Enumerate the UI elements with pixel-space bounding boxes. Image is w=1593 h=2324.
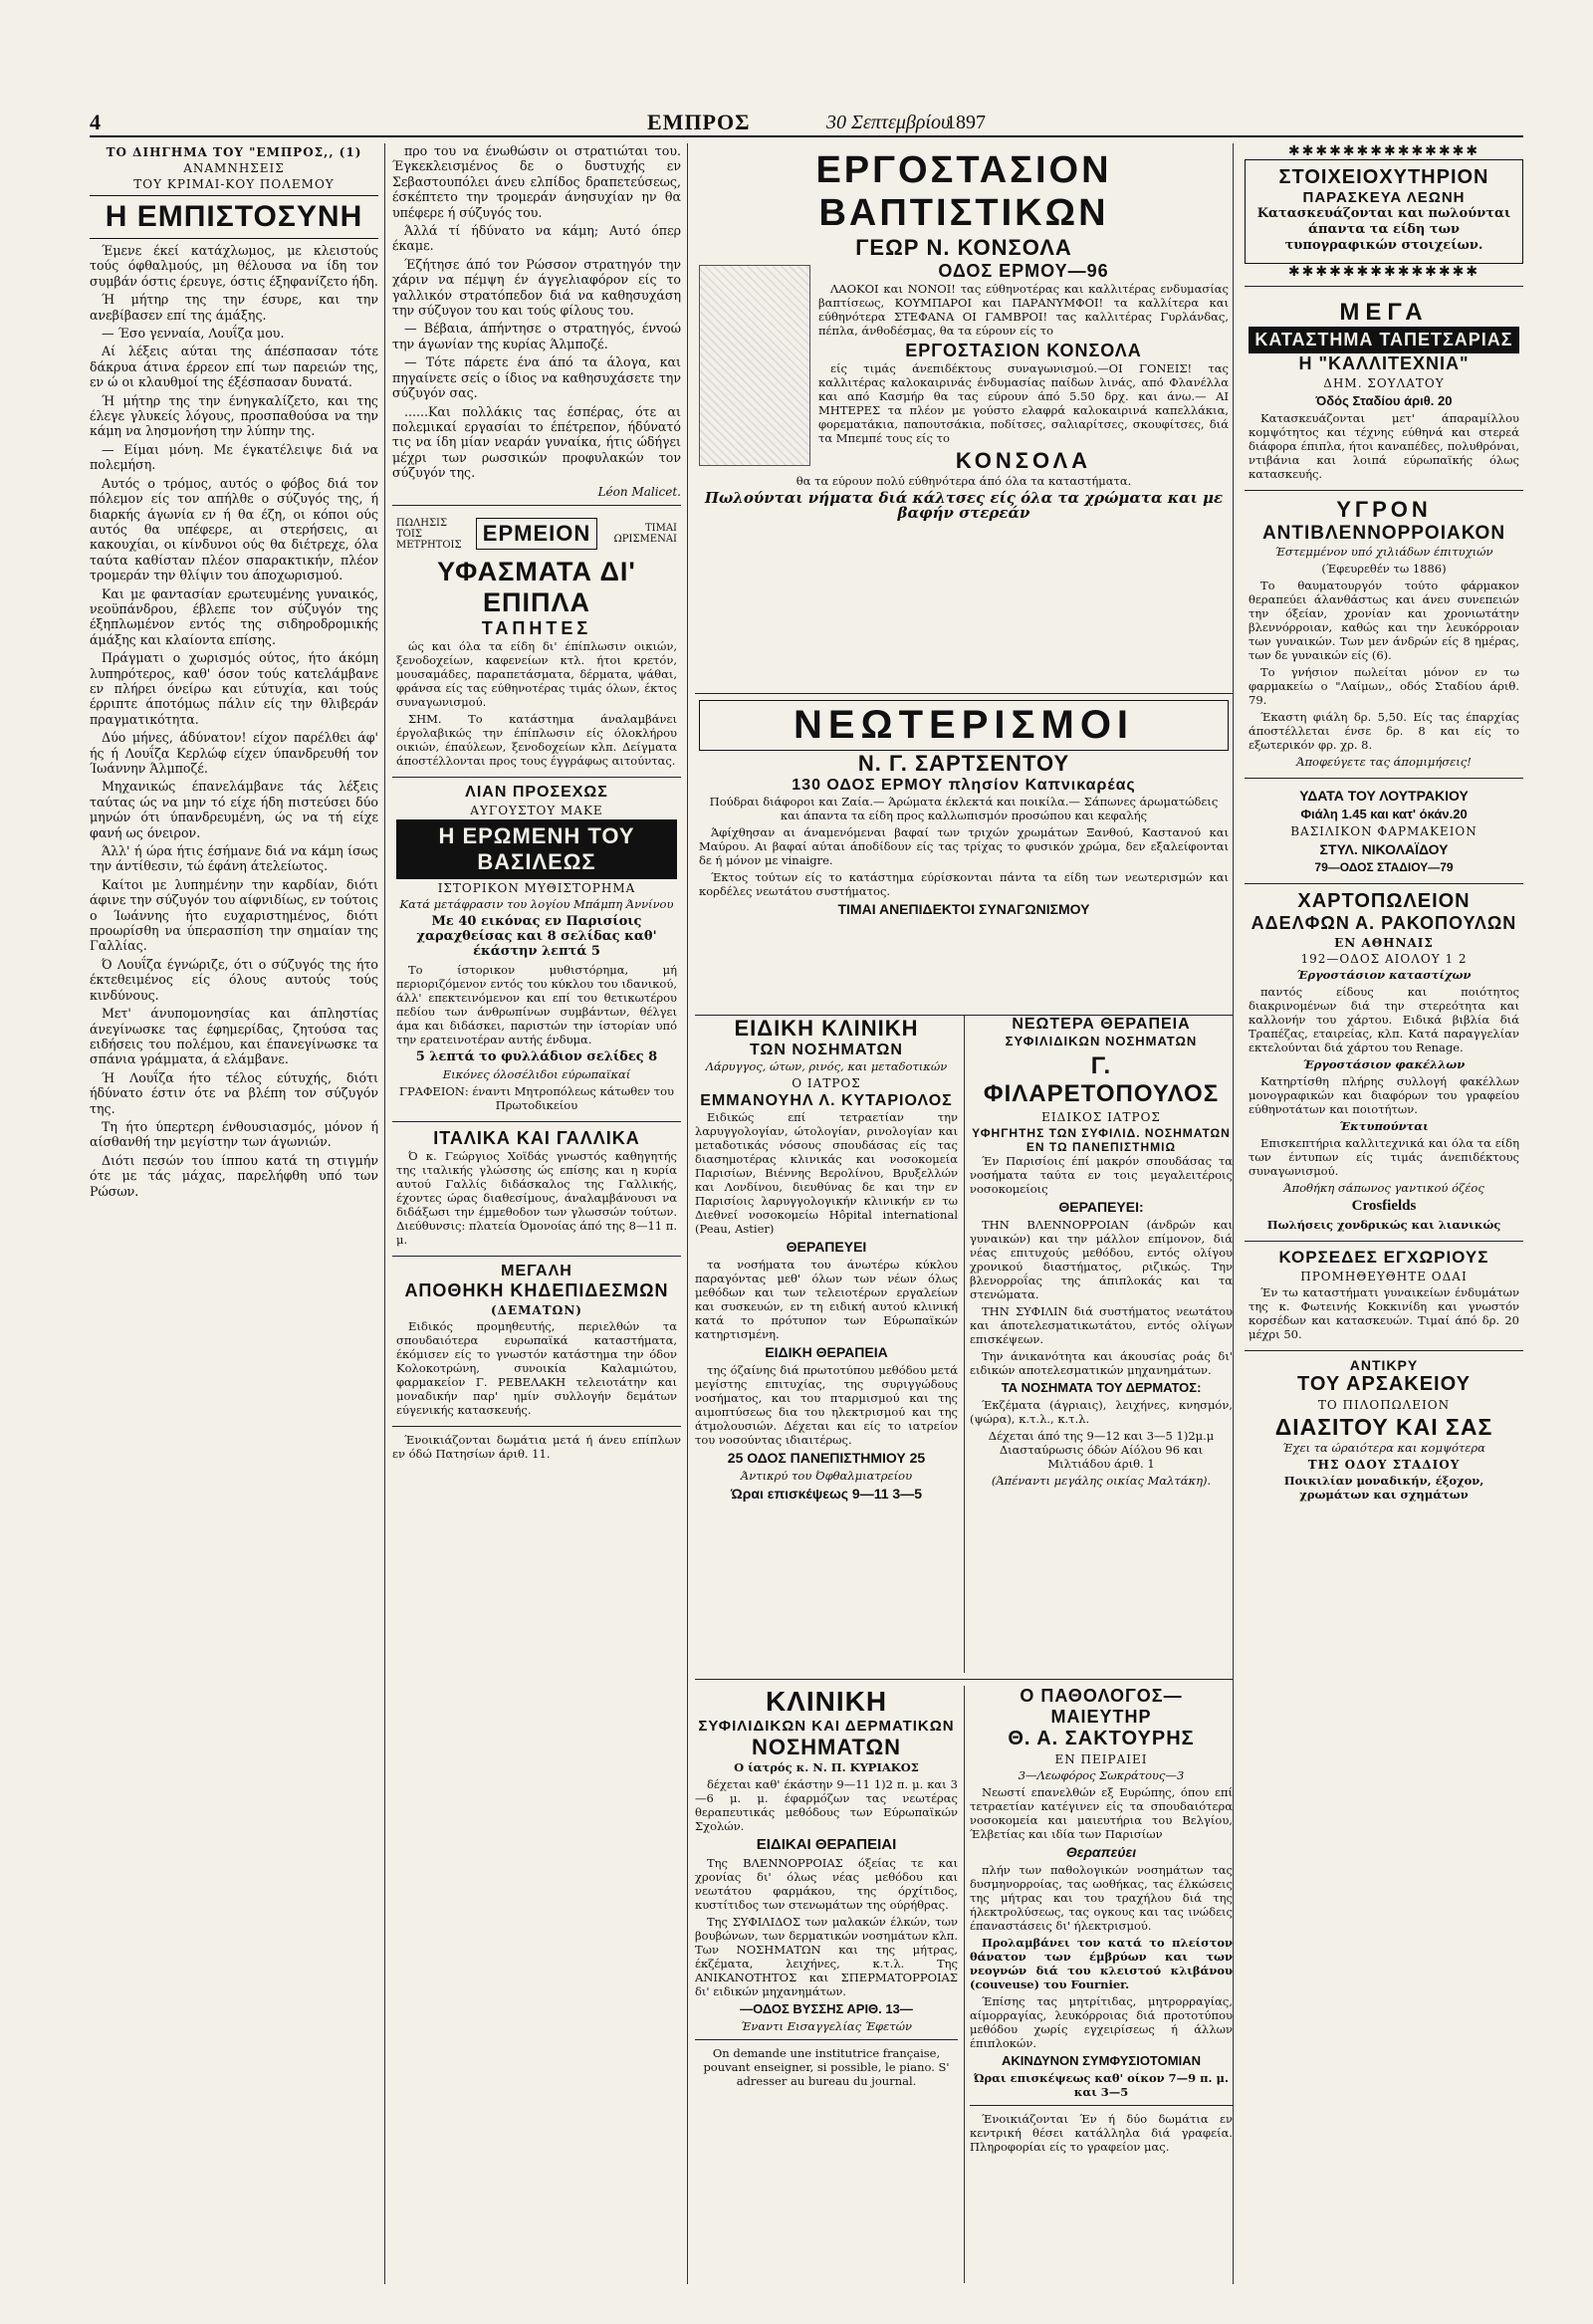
ad-neoterismoi	[695, 694, 1233, 1016]
mega-title: ΜΕΓΑ	[1339, 299, 1429, 326]
pathologos-text: Νεωστί επανελθών εξ Ευρώπης, όπου επί τετραετίαν κατέγινεν είς τα σπουδαιότερα νοσοκομεία και μαιευτήρια του Βελγίου, Έλβετίας και ιδία των Παρισίων	[970, 1785, 1233, 1841]
novel-price: 5 λεπτά το φυλλάδιον σελίδες 8	[415, 1048, 658, 1064]
ad-kliniki	[695, 1686, 958, 2091]
story-paragraph: Διότι πεσών του ίππου κατά τη στιγμήν ότε με τάς μάχας, παρελήφθη υπό των Ρώσων.	[90, 1152, 378, 1199]
story-paragraph: — Τότε πάρετε ένα άπό τα άλογα, και πηγαίνετε σείς ο ίδιος να καθησυχάσετε την σύζυγόν σας.	[392, 354, 681, 401]
ad-filaretopoulos	[970, 1016, 1233, 1491]
pathologos-prolambanei: Προλαμβάνει τον κατά το πλείστον θάνατον των έμβρύων και των νεογνών διά του κλειστού κλιβάνου (couveuse) του Fournier.	[970, 1936, 1233, 1991]
novel-pictures: Με 40 εικόνας εν Παρισίοις χαραχθείσας και 8 σελίδας καθ' έκάστην λεπτά 5	[416, 913, 657, 960]
ad-korsedes	[1245, 1242, 1523, 1351]
story-paragraph: Ή μήτηρ της την έσυρε, και την ανεβίβασεν επί της άμάξης.	[90, 292, 378, 323]
italika-title: ΙΤΑΛΙΚΑ ΚΑΙ ΓΑΛΛΙΚΑ	[433, 1128, 640, 1149]
novel-title: Η ΕΡΩΜΕΝΗ ΤΟΥ ΒΑΣΙΛΕΩΣ	[396, 819, 677, 879]
pathologos-akindynon: ΑΚΙΝΔΥΝΟΝ ΣΥΜΦΥΣΙΟΤΟΜΙΑΝ	[1002, 2053, 1201, 2068]
vasil-owner: ΣΤΥΛ. ΝΙΚΟΛΑΪΔΟΥ	[1319, 841, 1449, 857]
kallitexnia-title: Η "ΚΑΛΛΙΤΕΧΝΙΑ"	[1298, 353, 1470, 373]
bapt-factory: ΕΡΓΟΣΤΑΣΙΟΝ ΚΟΝΣΟΛΑ	[905, 341, 1142, 360]
story-paragraph: Έζήτησε άπό τον Ρώσσον στρατηγόν την χάριν να πέμψη έν άγγελιαφόρον είς το γαλλικόν στρατόπεδον διά να καθησυχάση την σύζυγον του και τούς φίλους του.	[392, 256, 681, 319]
filar-text-3: ΤΗΝ ΣΥΦΙΛΙΝ διά συστήματος νεωτάτου και άποτελεσματικωτάτου, εντός ολίγων επισκέψεων.	[970, 1304, 1233, 1346]
xartop-owners: ΑΔΕΛΦΩΝ Α. ΡΑΚΟΠΟΥΛΩΝ	[1251, 913, 1517, 933]
neo-text: Πούδραι διάφοροι και Ζαία.— Άρώματα έκλεκτά και ποικίλα.— Σάπωνες άρωματώδεις και άπαντα τα είδη προς καλλωπισμόν προσώπου και κεφαλής	[709, 795, 1219, 822]
eidiki-title: ΕΙΔΙΚΗ ΚΛΙΝΙΚΗ	[734, 1016, 919, 1041]
diasitou-text: Έχει τα ώραιότερα και κομψότερα	[1282, 1441, 1485, 1455]
yfasmata-text: ώς και όλα τα είδη δι' έπίπλωσιν οικιών, ξενοδοχείων, καφενείων κτλ. ήτοι κρετόν, μουσαμάδες, παραπετάσματα, δέρματα, ψάθαι, φράνσα είς τας εύθηνοτέρας τιμάς όλων, έκτος συναγωνισμού.	[396, 638, 677, 709]
pathologos-city: ΕΝ ΠΕΙΡΑΙΕΙ	[1054, 1752, 1148, 1766]
story-paragraph: — Έσο γενναία, Λουΐζα μου.	[102, 326, 285, 342]
newspaper-title: ΕΜΠΡΟΣ	[647, 110, 751, 134]
neo-text-3: Έκτος τούτων είς το κατάστημα εύρίσκονται πάντα τα είδη των νεωτερισμών και κορδέλες νεωτάτου συστήματος.	[699, 870, 1229, 898]
xartop-wholesale: Πωλήσεις χονδρικώς και λιανικώς	[1266, 1218, 1501, 1232]
bapt-title: ΕΡΓΟΣΤΑΣΙΟΝ ΒΑΠΤΙΣΤΙΚΩΝ	[815, 149, 1112, 234]
stoix-text: Κατασκευάζονται και πωλούνται άπαντα τα είδη των τυπογραφικών στοιχείων.	[1256, 206, 1511, 253]
diasitou-street: ΤΗΣ ΟΔΟΥ ΣΤΑΔΙΟΥ	[1307, 1458, 1461, 1472]
pathologos-name: Θ. Α. ΣΑΚΤΟΥΡΗΣ	[1008, 1728, 1195, 1749]
story-paragraph: Δύο μήνες, άδύνατον! είχον παρέλθει άφ' ής ή Λουΐζα Κερλώφ είχεν ύπανδρευθή τον Ίωάννην Άλμποζέ.	[90, 730, 378, 776]
filar-text-2: ΤΗΝ ΒΛΕΝΝΟΡΡΟΙΑΝ (άνδρών και γυναικών) και την μάλλον επίμονον, διά νέας επιτυχούς μεθόδου, εντός ολίγου χρονικού διαστήματος, ριζικώς. Την βλενορροΐας της άπιπλοκάς και τα στενώματα.	[970, 1218, 1233, 1301]
story-paragraph: Αυτός ο τρόμος, αυτός ο φόβος διά τον πόλεμον είς τον απήλθε ο σύζυγός της, ή διαρκής άγωνία εν ή θα έζη, οι κόποι ούς αυτός θα υπέφερε, αι στερήσεις, αι κακουχίαι, οι κίνδυνοι ούς θα διέτρεχε, όλα ταύτα καθίσταν πλέον σπαρακτικήν, πλέον τρομεράν την θλίψιν του άποχωρισμού.	[90, 475, 378, 583]
xartop-text: παντός είδους και ποιότητος διακρινομένων διά την στερεότητα και καλλονήν του χάρτου. Ειδικά βιβλία διά Τραπέζας, εταιρείας, κλπ. Κατά παραγγελίαν εκτελούνται διά χάρτου του Renage.	[1249, 985, 1519, 1054]
yfasmata-title: ΥΦΑΣΜΑΤΑ ΔΙ' ΕΠΙΠΛΑ	[437, 556, 636, 617]
story-paragraph: Ή μήτηρ της την ένηγκαλίζετο, και της έλεγε γλυκείς λόγους, προσπαθούσα να την κάμη να λησμονήση την λύπην της.	[90, 392, 378, 439]
issue-year: 1897	[946, 112, 986, 133]
ydata-price: Φιάλη 1.45 και κατ' όκάν.20	[1300, 807, 1468, 821]
ad-italika	[392, 1122, 681, 1257]
ermeion-sales-note: ΠΩΛΗΣΙΣ ΤΟΙΣ ΜΕΤΡΗΤΟΙΣ	[396, 517, 462, 551]
ad-diasitou	[1245, 1351, 1523, 1511]
story-paragraph: Ό Λουΐζα έγνώριζε, ότι ο σύζυγός της ήτο έκτεθειμένος είς όλους αυτούς τούς κινδύνους.	[90, 956, 378, 1003]
novel-translation: Κατά μετάφρασιν του λογίου Μπάμπη Άννίνου	[399, 896, 674, 911]
story-title: Η ΕΜΠΙΣΤΟΣΥΝΗ	[90, 195, 378, 239]
filar-opposite: (Άπέναντι μεγάλης οικίας Μαλτάκη).	[991, 1474, 1212, 1488]
arsakeiou-title: ΤΟΥ ΑΡΣΑΚΕΙΟΥ	[1297, 1373, 1471, 1395]
column-2	[392, 143, 688, 2284]
ermeion-prices-note: ΤΙΜΑΙ ΩΡΙΣΜΕΝΑΙ	[613, 523, 677, 546]
kliniki-doctor: Ο ίατρός κ. Ν. Π. ΚΥΡΙΑΚΟΣ	[734, 1760, 919, 1774]
ad-apothiki	[392, 1257, 681, 1427]
story-paragraph: Και με φαντασίαν ερωτευμένης γυναικός, νεοϋπάνδρου, έβλεπε τον σύζυγόν της έξηπλωμένον εντός της σιδηροδρομικής άμάξης και κλαίοντα επίσης.	[90, 585, 378, 647]
ad-pathologos	[970, 1686, 1233, 2157]
novel-price-note: Εικόνες όλοσέλιδοι εύρωπαϊκαί	[442, 1067, 631, 1082]
bapt-text-2: είς τιμάς άνεπιδέκτους συναγωνισμού.—ΟΙ ΓΟΝΕΙΣ! τας καλλιτέρας καλοκαιρινάς ένδυμασίας παίδων λινάς, από Φλανέλλα και από Κασμήρ θα τας εύρουν άπό 5.50 δρχ. και άνω.— ΑΙ ΜΗΤΕΡΕΣ τα πλέον με γούστο ελαφρά καλοκαιρινά καπελλάκια, φορεματάκια, παπουτσάκια, ποδίτσες, σαλιαρίτσες, σκουφίτσες, διά τα Μπεμπέ τους είς το	[818, 361, 1229, 445]
neo-street: 130 ΟΔΟΣ ΕΡΜΟΥ πλησίον Καπνικαρέας	[792, 777, 1136, 794]
kliniki-subtitle-2: ΝΟΣΗΜΑΤΩΝ	[751, 1735, 902, 1759]
kliniki-address: —ΟΔΟΣ ΒΥΣΣΗΣ ΑΡΙΘ. 13—	[740, 2001, 913, 2016]
kliniki-text-2: Της ΒΛΕΝΝΟΡΡΟΙΑΣ όξείας τε και χρονίας δι' όλως νέας μεθόδου και νεωτάτου φαρμάκου, της όρχίτιδος, κυστίτιδος των στενωμάτων της ούρήθρας.	[695, 1856, 958, 1912]
eidiki-special-text: της όζαίνης διά πρωτοτύπου μεθόδου μετά μεγίστης επιτυχίας, της συριγγώδους νοσήματος, και του πταρμισμού και της αιμοπτύσεως δια του ηλεκτρισμού και της άτμολουσιών. Δέχεται και είς το ιατρείον του νοσούντας ιδιαιτέρως.	[695, 1363, 958, 1447]
bapt-owner: ΓΕΩΡ Ν. ΚΟΝΣΟΛΑ	[855, 235, 1072, 260]
eidiki-hours: Ώραι επισκέψεως 9—11 3—5	[731, 1486, 922, 1502]
diasitou-title: ΔΙΑΣΙΤΟΥ ΚΑΙ ΣΑΣ	[1274, 1414, 1493, 1440]
katastima-title: ΚΑΤΑΣΤΗΜΑ ΤΑΠΕΤΣΑΡΙΑΣ	[1249, 327, 1519, 353]
novel-office: ΓΡΑΦΕΙΟΝ: έναντι Μητροπόλεως κάτωθεν του Πρωτοδικείου	[398, 1084, 675, 1113]
eidiki-therapeia: ΘΕΡΑΠΕΥΕΙ	[786, 1239, 867, 1255]
ad-ermeion	[392, 512, 681, 778]
novel-text: Το ίστορικον μυθιστόρημα, μή περιοριζόμενον εντός του κύκλου του ιδανικού, άλλ' επεκτεινόμενον και επί του θετικωτέρου πεδίου των άνθρωπίνων συμβάντων, θέλγει άμα και διδάσκει, παριστών την ίστορίαν υπό την ερατεινοτέραν αυτής ένδυμα.	[396, 962, 677, 1046]
neotera-title: ΝΕΩΤΕΡΑ ΘΕΡΑΠΕΙΑ	[1012, 1016, 1191, 1033]
pathologos-title: Ο ΠΑΘΟΛΟΓΟΣ—ΜΑΙΕΥΤΗΡ	[1020, 1686, 1183, 1727]
ad-novel	[392, 778, 681, 1123]
antibl-text-2: Το γνήσιον πωλείται μόνον εν τω φαρμακείω ο "Λαίμων,, οδός Σταδίου άριθ. 79.	[1249, 665, 1519, 707]
filar-derm: ΤΑ ΝΟΣΗΜΑΤΑ ΤΟΥ ΔΕΡΜΑΤΟΣ:	[1001, 1380, 1202, 1395]
kallitexnia-text: Κατασκευάζονται μετ' άπαραμίλλου κομψότητος και τέχνης εύθηνά και στερεά διάφορα έπιπλα, ήτοι καναπέδες, πολυθρόναι, ντιβάνια και λοιπά εύρωπαϊκής όλως κατασκευής.	[1249, 411, 1519, 481]
neotera-subtitle: ΣΥΦΙΛΙΔΙΚΩΝ ΝΟΣΗΜΑΤΩΝ	[1005, 1034, 1198, 1048]
eidiki-doctor: ΕΜΜΑΝΟΥΗΛ Λ. ΚΥΤΑΡΙΟΛΟΣ	[700, 1092, 953, 1109]
ad-kallitexnia	[1245, 293, 1523, 491]
vasil-street: 79—ΟΔΟΣ ΣΤΑΔΙΟΥ—79	[1314, 860, 1454, 874]
story-paragraph: Έμενε έκεί κατάχλωμος, με κλειστούς τούς όφθαλμούς, μη θέλουσα να ίδη τον συμβάν όστις έρευγε, όστις έξηφανίζετο ήδη.	[90, 243, 378, 289]
story-paragraph: Ή Λουΐζα ήτο τέλος εύτυχής, διότι ήδύνατο έστιν ότε να βλέπη τον σύζυγόν της.	[90, 1069, 378, 1116]
story-paragraph: Άλλά τί ήδύνατο να κάμη; Αυτό όπερ έκαμε.	[392, 223, 681, 254]
eidiki-doctor-pre: Ο ΙΑΤΡΟΣ	[792, 1076, 861, 1090]
child-illustration	[699, 265, 810, 466]
kliniki-eidikai: ΕΙΔΙΚΑΙ ΘΕΡΑΠΕΙΑΙ	[756, 1836, 897, 1853]
diasitou-text-2: Ποικιλίαν μοναδικήν, έξοχον, χρωμάτων και σχημάτων	[1283, 1474, 1484, 1502]
apothiki-text: Ειδικός προμηθευτής, περιελθών τα σπουδαιότερα ευρωπαϊκά καταστήματα, έκόμισεν είς το γνωστόν κατάστημα την όδον Κολοκοτρώνη, συνοικία Καλαμιώτου, φαρμακείον Γ. ΡΕΒΕΛΑΚΗ τελειοτάτην και μοναδικήν παρ' ημίν συλλογήν δεμάτων εύγενικής κατασκευής.	[396, 1319, 677, 1418]
stars-border: ✱✱✱✱✱✱✱✱✱✱✱✱✱✱	[1287, 143, 1480, 159]
clinics-row-2	[695, 1686, 1233, 2283]
story-series: ΤΟ ΔΙΗΓΗΜΑ ΤΟΥ "ΕΜΠΡΟΣ,, (1)	[106, 145, 362, 159]
issue-date: 30 Σεπτεμβρίου	[826, 112, 951, 133]
kliniki-subtitle: ΣΥΦΙΛΙΔΙΚΩΝ ΚΑΙ ΔΕΡΜΑΤΙΚΩΝ	[698, 1718, 955, 1735]
antibl-price: Έκαστη φιάλη δρ. 5,50. Είς τας έπαρχίας άποστέλλεται ένσε δρ. 8 και είς το εξωτερικόν φρ. χρ. 8.	[1249, 710, 1519, 752]
pathologos-hours: Ώραι επισκέψεως καθ' οίκον 7—9 π. μ. και 3—5	[974, 2071, 1229, 2099]
pathologos-text-2: πλήν των παθολογικών νοσημάτων τας δυσμηνορροίας, τας ωοθήκας, τας έλκώσεις της μήτρας και του τραχήλου διά της ήλεκτρολύσεως, τας ογκους και τας ινώδεις έπαναστάσεις δι' ήλεκτρισμού.	[970, 1863, 1233, 1933]
xartop-text-2: Κατηρτίσθη πλήρης συλλογή φακέλλων μονογραφικών και διαφόρων του γραφείου εύθηνοτάτων και ποιοτήτων.	[1249, 1074, 1519, 1116]
korsedes-text: Έν τω καταστήματι γυναικείων ένδυμάτων της κ. Φωτεινής Κοκκινίδη και γνωστόν κορσέδων και κατασκευών. Τιμαί άπό δρ. 20 μέχρι 50.	[1249, 1285, 1519, 1341]
newspaper-page	[90, 110, 1523, 2300]
ad-baptistika	[695, 143, 1233, 694]
crosfields-brand: Crosfields	[1351, 1198, 1417, 1214]
ad-antivlennorroiakon	[1245, 491, 1523, 779]
story-paragraph: Άλλ' ή ώρα ήτις έσήμανε διά να κάμη ίσως την άντίθεσιν, τώ έφάνη άτελείωτος.	[90, 843, 378, 874]
kliniki-address-2: Έναντι Εισαγγελίας Έφετών	[740, 2019, 913, 2033]
stars-border: ✱✱✱✱✱✱✱✱✱✱✱✱✱✱	[1287, 264, 1480, 280]
eidiki-address: 25 ΟΔΟΣ ΠΑΝΕΠΙΣΤΗΜΙΟΥ 25	[727, 1450, 926, 1466]
ygron-title: ΥΓΡΟΝ	[1336, 497, 1432, 522]
masthead	[90, 110, 1523, 137]
antibl-title: ΑΝΤΙΒΛΕΝΝΟΡΡΟΙΑΚΟΝ	[1261, 523, 1506, 544]
column-5	[1245, 143, 1523, 2284]
pilopoleion-title: ΤΟ ΠΙΛΟΠΩΛΕΙΟΝ	[1317, 1398, 1451, 1412]
kallitexnia-street: Όδός Σταδίου άριθ. 20	[1315, 393, 1453, 408]
story-paragraph: — Είμαι μόνη. Με έγκατέλειψε διά να πολεμήση.	[90, 441, 378, 473]
rooms-notice: Ένοικιάζονται δωμάτια μετά ή άνευ επίπλων εν όδώ Πατησίων άριθ. 11.	[392, 1433, 681, 1462]
xartop-title: ΧΑΡΤΟΠΩΛΕΙΟΝ	[1297, 890, 1471, 912]
neo-text-2: Άφίχθησαν αι άναμενόμεναι βαφαί των τριχών χρωμάτων Ξανθού, Καστανού και Μαύρου. Αι βαφαί αύται άποδίδουν είς τας τρίχας το φυσικόν χρώμα, δεν εξαλείφονται δε ή μόνον με vinaigre.	[699, 825, 1229, 867]
story-paragraph: ......Και πολλάκις τας έσπέρας, ότε αι πολεμικαί εργασίαι το έπέτρεπον, ήδύνατό τις να ίδη μίαν νεαράν γυναίκα, ήτις ώδήγει μέχρι των ρωσσικών προφυλακών τον σύζυγόν της.	[392, 403, 681, 481]
tapites-title: ΤΑΠΗΤΕΣ	[481, 617, 592, 638]
story-subtitle-2: ΤΟΥ ΚΡΙΜΑΙ-ΚΟΥ ΠΟΛΕΜΟΥ	[133, 177, 335, 191]
rooms-notice-2: Ένοικιάζονται Έν ή δύο δωμάτια εν κεντρική θέσει κατάλληλα διά γραφεία. Πληροφορίαι είς το γραφείον μας.	[970, 2112, 1233, 2154]
antikry-title: ΑΝΤΙΚΡΥ	[1349, 1357, 1419, 1373]
eidiki-subtitle: ΤΩΝ ΝΟΣΗΜΑΤΩΝ	[750, 1042, 903, 1058]
story-paragraph: Καίτοι με λυπημένην την καρδίαν, διότι άφινε την σύζυγόν του αίφνιδίως, εν τούτοις ο Ίωάννης ήτο ευχαριστημένος, διότι προωρίσθη να ύπερασπίση την σημαίαν της Γαλλίας.	[90, 876, 378, 954]
french-notice: On demande une institutrice française, pouvant enseigner, si possible, le piano. S' adresser au bureau du journal.	[703, 2046, 950, 2088]
apothiki-title: ΑΠΟΘΗΚΗ ΚΗΔΕΠΙΔΕΣΜΩΝ	[404, 1280, 669, 1301]
xartop-sapon: Άποθήκη σάπωνος γαντικού όζέος	[1283, 1181, 1484, 1195]
xartop-fakellon: Έργοστάσιον φακέλλων	[1302, 1057, 1466, 1071]
novel-author: ΑΥΓΟΥΣΤΟΥ ΜΑΚΕ	[470, 803, 603, 817]
xartop-ergostasion: Έργοστάσιον καταστίχων	[1296, 968, 1472, 982]
story-paragraph: — Βέβαια, άπήντησε ο στρατηγός, ένvοώ την άγωνίαν της κυρίας Άλμποζέ.	[392, 321, 681, 351]
story-paragraph: Μετ' άνυπομονησίας και άπληστίας άνεγίνωσκε τας έφημερίδας, ζητούσα τας ειδήσεις του πολέμου, και έπανεγίνωσκε τα σπάνια γράμματα, ά ελάμβανε.	[90, 1006, 378, 1067]
ad-xartopoleion	[1245, 884, 1523, 1242]
filar-text-5: Έκζέματα (άγριαις), λειχήνες, κνησμόν, (ψώρα), κ.τ.λ., κ.τ.λ.	[970, 1398, 1233, 1426]
filar-text: Έν Παρισίοις έπί μακρόν σπουδάσας τα νοσήματα ταύτα εν τοις μεγαλειτέροις νοσοκομείοις	[970, 1154, 1233, 1196]
story-paragraph: Μηχανικώς έπανελάμβανε τάς λέξεις ταύτας ώς να μην τό είχε ήδη πιστεύσει δύο μηνών ότι ύπανδρευμένη, ώς να τή είχε φανή ως όνειρον.	[90, 779, 378, 840]
apothiki-pre: ΜΕΓΑΛΗ	[501, 1263, 572, 1280]
ydata-title: ΥΔΑΤΑ ΤΟΥ ΛΟΥΤΡΑΚΙΟΥ	[1299, 788, 1469, 804]
stoix-owner: ΠΑΡΑΣΚΕΥΑ ΛΕΩΝΗ	[1302, 189, 1466, 206]
ermeion-title: ΕΡΜΕΙΟΝ	[476, 518, 597, 550]
korsedes-title: ΚΟΡΣΕΔΕΣ ΕΓΧΩΡΙΟΥΣ	[1278, 1248, 1489, 1267]
filar-hours: Δέχεται άπό της 9—12 και 3—5 1)2μ.μ Διασταύρωσις όδών Αίόλου 96 και Μιλτιάδου άριθ. 1	[988, 1429, 1215, 1471]
story-subtitle-1: ΑΝΑΜΝΗΣΕΙΣ	[183, 161, 285, 175]
kliniki-title: ΚΛΙΝΙΚΗ	[765, 1686, 888, 1717]
eidiki-address-2: Άντικρύ του Όφθαλμιατρείου	[740, 1469, 913, 1483]
pathologos-text-3: Έπίσης τας μητρίτιδας, μητρορραγίας, αίμορραγίας, λευκόρροιας διά προτοτύπου μεθόδου χωρίς εγχειρίσεως ή άλλων έπιπλοκών.	[970, 1994, 1233, 2050]
page-number: 4	[90, 110, 101, 134]
pathologos-therapeia: Θεραπεύει	[1065, 1844, 1137, 1860]
antibl-warning: Άποφεύγετε τας άπομιμήσεις!	[1296, 755, 1472, 769]
yfasmata-note: ΣΗΜ. Το κατάστημα άναλαμβάνει έργολαβικώς την έπίπλωσιν είς όλοκλήρου οικιών, έπαύλεων, ξενοδοχείων κλπ. Δείγματα άποστέλλονται προς τους έγγράφως αιτούντας.	[396, 711, 677, 768]
antibl-subtitle: Έστεμμένον υπό χιλιάδων έπιτυχιών	[1274, 545, 1493, 559]
bapt-text-3: θα τα εύρουν πολύ εύθηνότερα άπό όλα τα καταστήματα.	[796, 474, 1132, 488]
kallitexnia-owner: ΔΗΜ. ΣΟΥΛΑΤΟΥ	[1323, 376, 1445, 390]
story-paragraph: Τη ήτο ύπερτερη ένθουσιασμός, μόνον ή αίσθανθή την μεγίστην των άγωνιών.	[90, 1118, 378, 1150]
bapt-street: ΟΔΟΣ ΕΡΜΟΥ—96	[938, 261, 1109, 281]
ad-stoixeioxytirion	[1245, 159, 1523, 264]
kliniki-text-3: Της ΣΥΦΙΛΙΔΟΣ των μαλακών έλκών, των βουβώνων, των δερματικών νοσημάτων κλπ. Των ΝΟΣΗΜΑΤΩΝ και της μήτρας, έκζέματα, λειχήνες, κ.τ.λ. Της ΑΝΙΚΑΝΟΤΗΤΟΣ και ΣΠΕΡΜΑΤΟΡΡΟΙΑΣ δι' ειδικών μηχανημάτων.	[695, 1915, 958, 1998]
filar-name: Γ. ΦΙΛΑΡΕΤΟΠΟΥΛΟΣ	[983, 1052, 1220, 1107]
ad-loutraki	[1245, 779, 1523, 884]
italika-text: Ό κ. Γεώργιος Χοϊδάς γνωστός καθηγητής της ιταλικής γλώσσης ώς επίσης και η κυρία αυτού Γαλλίς διδάσκαλος της Γαλλικής, έχοντες ώρας διαθεσίμους, άναλαμβάνουσι να διδάξωσι την έμμεθοδον των γλωσσών τούτων. Διεύθυνσις: πλατεία Όμονοίας άπό της 8—11 π. μ.	[396, 1149, 677, 1248]
column-1	[90, 143, 385, 2284]
vasil-title: ΒΑΣΙΛΙΚΟΝ ΦΑΡΜΑΚΕΙΟΝ	[1290, 824, 1478, 838]
clinics-row-1	[695, 1016, 1233, 1673]
xartop-ektypountai: Έκτυπούνται	[1339, 1119, 1429, 1133]
stoix-title: ΣΤΟΙΧΕΙΟΧΥΤΗΡΙΟΝ	[1278, 166, 1489, 188]
eidiki-therapeia-text: τα νοσήματα του άνωτέρω κύκλου παραγόντας μεθ' όλων των νέων όλως μεθόδων και των τελειοτέρων εργαλείων και συσκευών, εν τη ειδική αυτού κλινική κατά το πρότυπον των Εύρωπαϊκών κατηρτισμένη.	[695, 1258, 958, 1341]
eidiki-subtitle-2: Λάρυγγος, ώτων, ρινός, και μεταδοτικών	[705, 1059, 948, 1073]
story-paragraph: προ του να ένωθώσιν οι στρατιώται του. Έγκεκλεισμένος δε ο δυστυχής εν Σεβαστουπόλει άνευ ελπίδος δραπετεύσεως, έσκέπτετο την τρομεράν άνησυχίαν ην θα υπέφερε ή σύζυγός του.	[392, 143, 681, 220]
xartop-city: ΕΝ ΑΘΗΝΑΙΣ	[1334, 936, 1434, 950]
neo-owner: Ν. Γ. ΣΑΡΤΣΕΝΤΟΥ	[857, 751, 1070, 776]
apothiki-subtitle: (ΔΕΜΑΤΩΝ)	[491, 1303, 582, 1318]
xartop-text-3: Επισκεπτήρια καλλιτεχνικά και όλα τα είδη των έντυπων είς τιμάς άνεπιδέκτους συναγωνισμού.	[1249, 1136, 1519, 1178]
ad-eidiki-kliniki	[695, 1016, 958, 1505]
bapt-text: ΛΑΟΚΟΙ και ΝΟΝΟΙ! τας εύθηνοτέρας και καλλιτέρας ενδυμασίας βαπτίσεως, ΚΟΥΜΠΑΡΟΙ και ΠΑΡΑΝΥΜΦΟΙ! τα καλλίτερα και εύθηνότερα ΣΤΕΦΑΝΑ ΟΙ ΓΑΜΒΡΟΙ! τας καλλιτέρας Γυρλάνδας, πέπλα, άνθοδέσμας, θα τα εύρουν είς το	[818, 282, 1229, 338]
eidiki-text: Ειδικώς επί τετραετίαν την λαρυγγολογίαν, ώτολογίαν, ρινολογίαν και μεταδοτικάς νόσους σπουδάσας είς τας διασημοτέρας κλινικάς και νοσοκομεία Παρισίων, Βιέννης Βερολίνου, Βρυξελλών και Λονδίνου, διευθύνας δε και την εν Παρισίοις λαρυγγολογικήν κλινικήν εν τω Διεθνεί νοσοκομείω Hôpital international (Peau, Astier)	[695, 1110, 958, 1236]
antibl-year: (Έφευρεθέν τω 1886)	[1321, 562, 1447, 576]
eidiki-special-title: ΕΙΔΙΚΗ ΘΕΡΑΠΕΙΑ	[765, 1344, 888, 1360]
xartop-street: 192—ΟΔΟΣ ΑΙΟΛΟΥ 1 2	[1300, 952, 1468, 966]
filar-subtitle: ΕΙΔΙΚΟΣ ΙΑΤΡΟΣ	[1041, 1110, 1161, 1124]
bapt-konsola: ΚΟΝΣΟΛΑ	[955, 448, 1092, 473]
antibl-text: Το θαυματουργόν τούτο φάρμακον θεραπεύει άλανθάστως και άνευ συνεπειών την όξείαν, χρονίαν και χρονιωτάτην βλεννόρροιαν, καθώς και την λευκόρροιαν των γυναικών. Των μεν άνδρών είς 8 ημέρας, των δε γυναικών είς (6).	[1249, 579, 1519, 662]
filar-therapeia: ΘΕΡΑΠΕΥΕΙ:	[1058, 1199, 1144, 1215]
novel-attention: ΛΙΑΝ ΠΡΟΣΕΧΩΣ	[465, 783, 608, 801]
korsedes-subtitle: ΠΡΟΜΗΘΕΥΘΗΤΕ ΟΔΑΙ	[1300, 1270, 1468, 1283]
column-3-4	[695, 143, 1234, 2284]
story-signature: Léon Malicet.	[597, 484, 681, 499]
story-paragraph: Πράγματι ο χωρισμός ούτος, ήτο άκόμη λυπηρότερος, καθ' όσον τούς κατελάμβανε εν πλήρει όνείρω και εύτυχία, και τούς έρριπτε άποτόμως πάλιν είς την θλιβεράν πραγματικότητα.	[90, 650, 378, 727]
filar-subtitle-2: ΥΦΗΓΗΤΗΣ ΤΩΝ ΣΥΦΙΛΙΔ. ΝΟΣΗΜΑΤΩΝ ΕΝ ΤΩ ΠΑΝΕΠΙΣΤΗΜΙΩ	[972, 1126, 1231, 1154]
kliniki-text: δέχεται καθ' έκάστην 9—11 1)2 π. μ. και 3—6 μ. μ. έφαρμόζων τας νεωτέρας θεραπευτικάς μεθόδους των Εύρωπαϊκών Σχολών.	[695, 1777, 958, 1833]
story-paragraph: Αί λέξεις αύται της άπέσπασαν τότε δάκρυα άτινα έρρεον επί των παρειών της, εν ώ οι κλαυθμοί της έξέσπασαν δυνατά.	[90, 344, 378, 390]
neo-title: ΝΕΩΤΕΡΙΣΜΟΙ	[699, 700, 1229, 751]
bapt-kaltses: Πωλούνται νήματα διά κάλτσες είς όλα τα χρώματα και με βαφήν στερεάν	[704, 489, 1224, 523]
filar-text-4: Την άνικανότητα και άκουσίας ροάς δι' ειδικών αποτελεσματικών μηχανημάτων.	[970, 1349, 1233, 1377]
neo-price: ΤΙΜΑΙ ΑΝΕΠΙΔΕΚΤΟΙ ΣΥΝΑΓΩΝΙΣΜΟΥ	[837, 901, 1090, 917]
pathologos-street: 3—Λεωφόρος Σωκράτους—3	[1018, 1768, 1185, 1782]
novel-subtitle: ΙΣΤΟΡΙΚΟΝ ΜΥΘΙΣΤΟΡΗΜΑ	[437, 880, 636, 895]
